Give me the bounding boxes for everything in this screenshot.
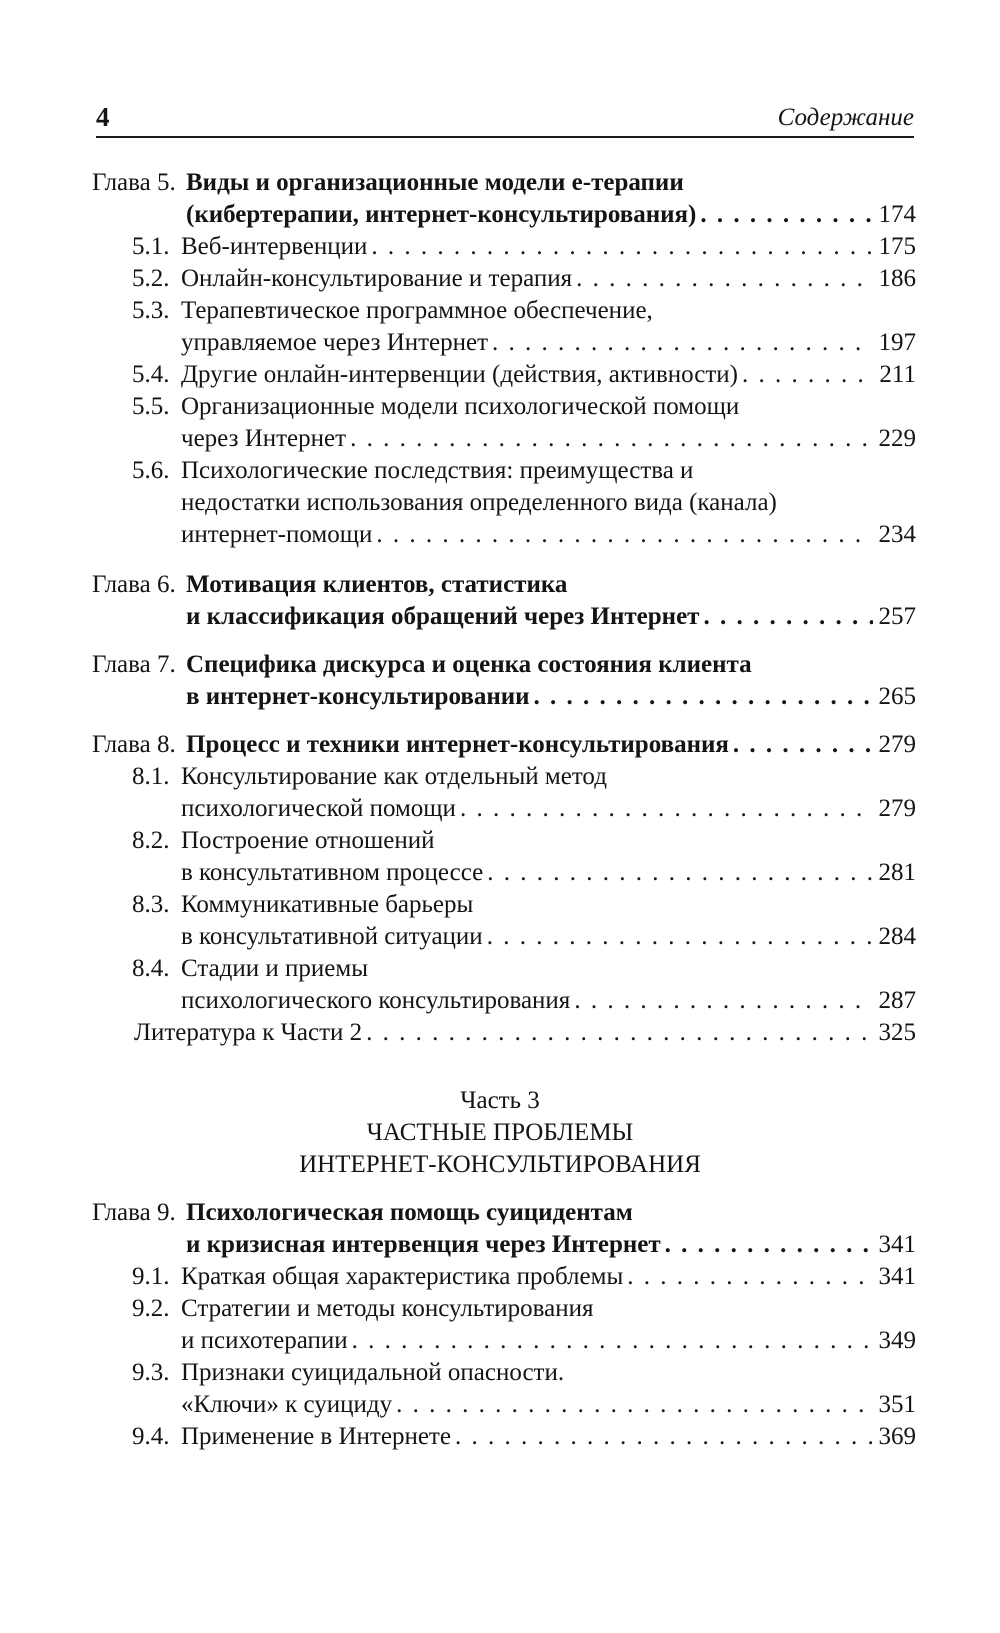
toc-entry[interactable]: интернет-помощи . . . 234 <box>181 518 916 552</box>
section-number: 8.2. <box>132 827 170 854</box>
toc-entry-text: Стратегии и методы консультирования <box>181 1295 594 1322</box>
page-ref: 281 <box>878 859 916 886</box>
page-ref: 287 <box>878 987 916 1014</box>
toc-entry[interactable]: в консультативном процессе . . . 281 <box>181 856 916 890</box>
toc-entry[interactable]: (кибертерапии, интернет-консультирования) . . . 174 <box>186 198 916 232</box>
leader-dots <box>456 792 873 826</box>
section-number: 5.6. <box>132 457 170 484</box>
leader-dots <box>570 984 872 1018</box>
section-number: 8.1. <box>132 763 170 790</box>
chapter-label: Глава 9. <box>92 1199 176 1226</box>
leader-dots <box>346 422 872 456</box>
toc-entry[interactable]: Процесс и техники интернет-консультирования . . . 279 <box>186 728 916 762</box>
leader-dots <box>451 1420 873 1454</box>
section-number: 5.1. <box>132 233 170 260</box>
part-title-line2: ИНТЕРНЕТ-КОНСУЛЬТИРОВАНИЯ <box>299 1151 701 1178</box>
page-ref: 279 <box>878 731 916 758</box>
page-ref: 197 <box>878 329 916 356</box>
page-ref: 284 <box>878 923 916 950</box>
chapter-title: Психологическая помощь суицидентам <box>186 1199 633 1226</box>
page-ref: 341 <box>878 1263 916 1290</box>
toc-entry[interactable]: и кризисная интервенция через Интернет . . . 341 <box>186 1228 916 1262</box>
page-ref: 325 <box>878 1019 916 1046</box>
leader-dots <box>729 728 873 762</box>
toc-entry-text: недостатки использования определенного вида (канала) <box>181 489 777 516</box>
chapter-label: Глава 6. <box>92 571 176 598</box>
toc-entry[interactable]: Краткая общая характеристика проблемы . . . 341 <box>181 1260 916 1294</box>
section-number: 5.3. <box>132 297 170 324</box>
toc-entry-text: Организационные модели психологической помощи <box>181 393 740 420</box>
page-ref: 341 <box>878 1231 916 1258</box>
toc-entry[interactable]: в консультативной ситуации . . . 284 <box>181 920 916 954</box>
section-number: 9.4. <box>132 1423 170 1450</box>
page-ref: 257 <box>878 603 916 630</box>
page-ref: 279 <box>878 795 916 822</box>
leader-dots <box>572 262 872 296</box>
page-ref: 349 <box>878 1327 916 1354</box>
section-number: 8.3. <box>132 891 170 918</box>
toc-entry[interactable]: и классификация обращений через Интернет . . . 257 <box>186 600 916 634</box>
chapter-title: Виды и организационные модели е-терапии <box>186 169 684 196</box>
chapter-label: Глава 7. <box>92 651 176 678</box>
leader-dots <box>488 326 872 360</box>
part-label: Часть 3 <box>460 1087 540 1114</box>
leader-dots <box>661 1228 873 1262</box>
leader-dots <box>483 856 872 890</box>
toc-entry[interactable]: Веб-интервенции . . . 175 <box>181 230 916 264</box>
toc-entry-text: Консультирование как отдельный метод <box>181 763 607 790</box>
page-ref: 175 <box>878 233 916 260</box>
leader-dots <box>367 230 872 264</box>
page-ref: 229 <box>878 425 916 452</box>
section-number: 9.1. <box>132 1263 170 1290</box>
toc-entry[interactable]: Применение в Интернете . . . 369 <box>181 1420 916 1454</box>
toc-entry-text: Психологические последствия: преимущества и <box>181 457 694 484</box>
section-number: 9.3. <box>132 1359 170 1386</box>
toc-entry-text: Построение отношений <box>181 827 435 854</box>
toc-entry-text: Стадии и приемы <box>181 955 368 982</box>
page-ref: 234 <box>878 521 916 548</box>
leader-dots <box>530 680 873 714</box>
leader-dots <box>483 920 873 954</box>
running-title: Содержание <box>777 104 914 131</box>
chapter-title: Специфика дискурса и оценка состояния клиента <box>186 651 752 678</box>
page-ref: 265 <box>878 683 916 710</box>
leader-dots <box>362 1016 872 1050</box>
leader-dots <box>696 198 872 232</box>
page-header <box>96 100 914 138</box>
toc-entry-text: Коммуникативные барьеры <box>181 891 474 918</box>
page-ref: 186 <box>878 265 916 292</box>
page-ref: 351 <box>878 1391 916 1418</box>
page-number: 4 <box>96 102 110 132</box>
section-number: 9.2. <box>132 1295 170 1322</box>
chapter-title: Мотивация клиентов, статистика <box>186 571 568 598</box>
toc-entry[interactable]: и психотерапии . . . 349 <box>181 1324 916 1358</box>
section-number: 5.5. <box>132 393 170 420</box>
toc-entry-text: Терапевтическое программное обеспечение, <box>181 297 653 324</box>
section-number: 8.4. <box>132 955 170 982</box>
toc-entry[interactable]: в интернет-консультировании . . . 265 <box>186 680 916 714</box>
leader-dots <box>372 518 872 552</box>
chapter-label: Глава 5. <box>92 169 176 196</box>
leader-dots <box>392 1388 872 1422</box>
page-ref: 174 <box>878 201 916 228</box>
toc-entry[interactable]: Другие онлайн-интервенции (действия, активности) . . . 211 <box>181 358 916 392</box>
toc-entry[interactable]: через Интернет . . . 229 <box>181 422 916 456</box>
toc-entry[interactable]: «Ключи» к суициду . . . 351 <box>181 1388 916 1422</box>
leader-dots <box>699 600 872 634</box>
toc-entry[interactable]: психологической помощи . . . 279 <box>181 792 916 826</box>
toc-entry-literature[interactable]: Литература к Части 2 . . . 325 <box>134 1016 916 1050</box>
page-ref: 369 <box>878 1423 916 1450</box>
section-number: 5.4. <box>132 361 170 388</box>
part-title-line1: ЧАСТНЫЕ ПРОБЛЕМЫ <box>366 1119 634 1146</box>
toc-entry[interactable]: управляемое через Интернет . . . 197 <box>181 326 916 360</box>
section-number: 5.2. <box>132 265 170 292</box>
leader-dots <box>623 1260 872 1294</box>
toc-entry[interactable]: психологического консультирования . . . 287 <box>181 984 916 1018</box>
page-ref: 211 <box>879 361 916 388</box>
leader-dots <box>348 1324 873 1358</box>
leader-dots <box>738 358 873 392</box>
toc-entry-text: Признаки суицидальной опасности. <box>181 1359 565 1386</box>
chapter-label: Глава 8. <box>92 731 176 758</box>
toc-entry[interactable]: Онлайн-консультирование и терапия . . . 186 <box>181 262 916 296</box>
